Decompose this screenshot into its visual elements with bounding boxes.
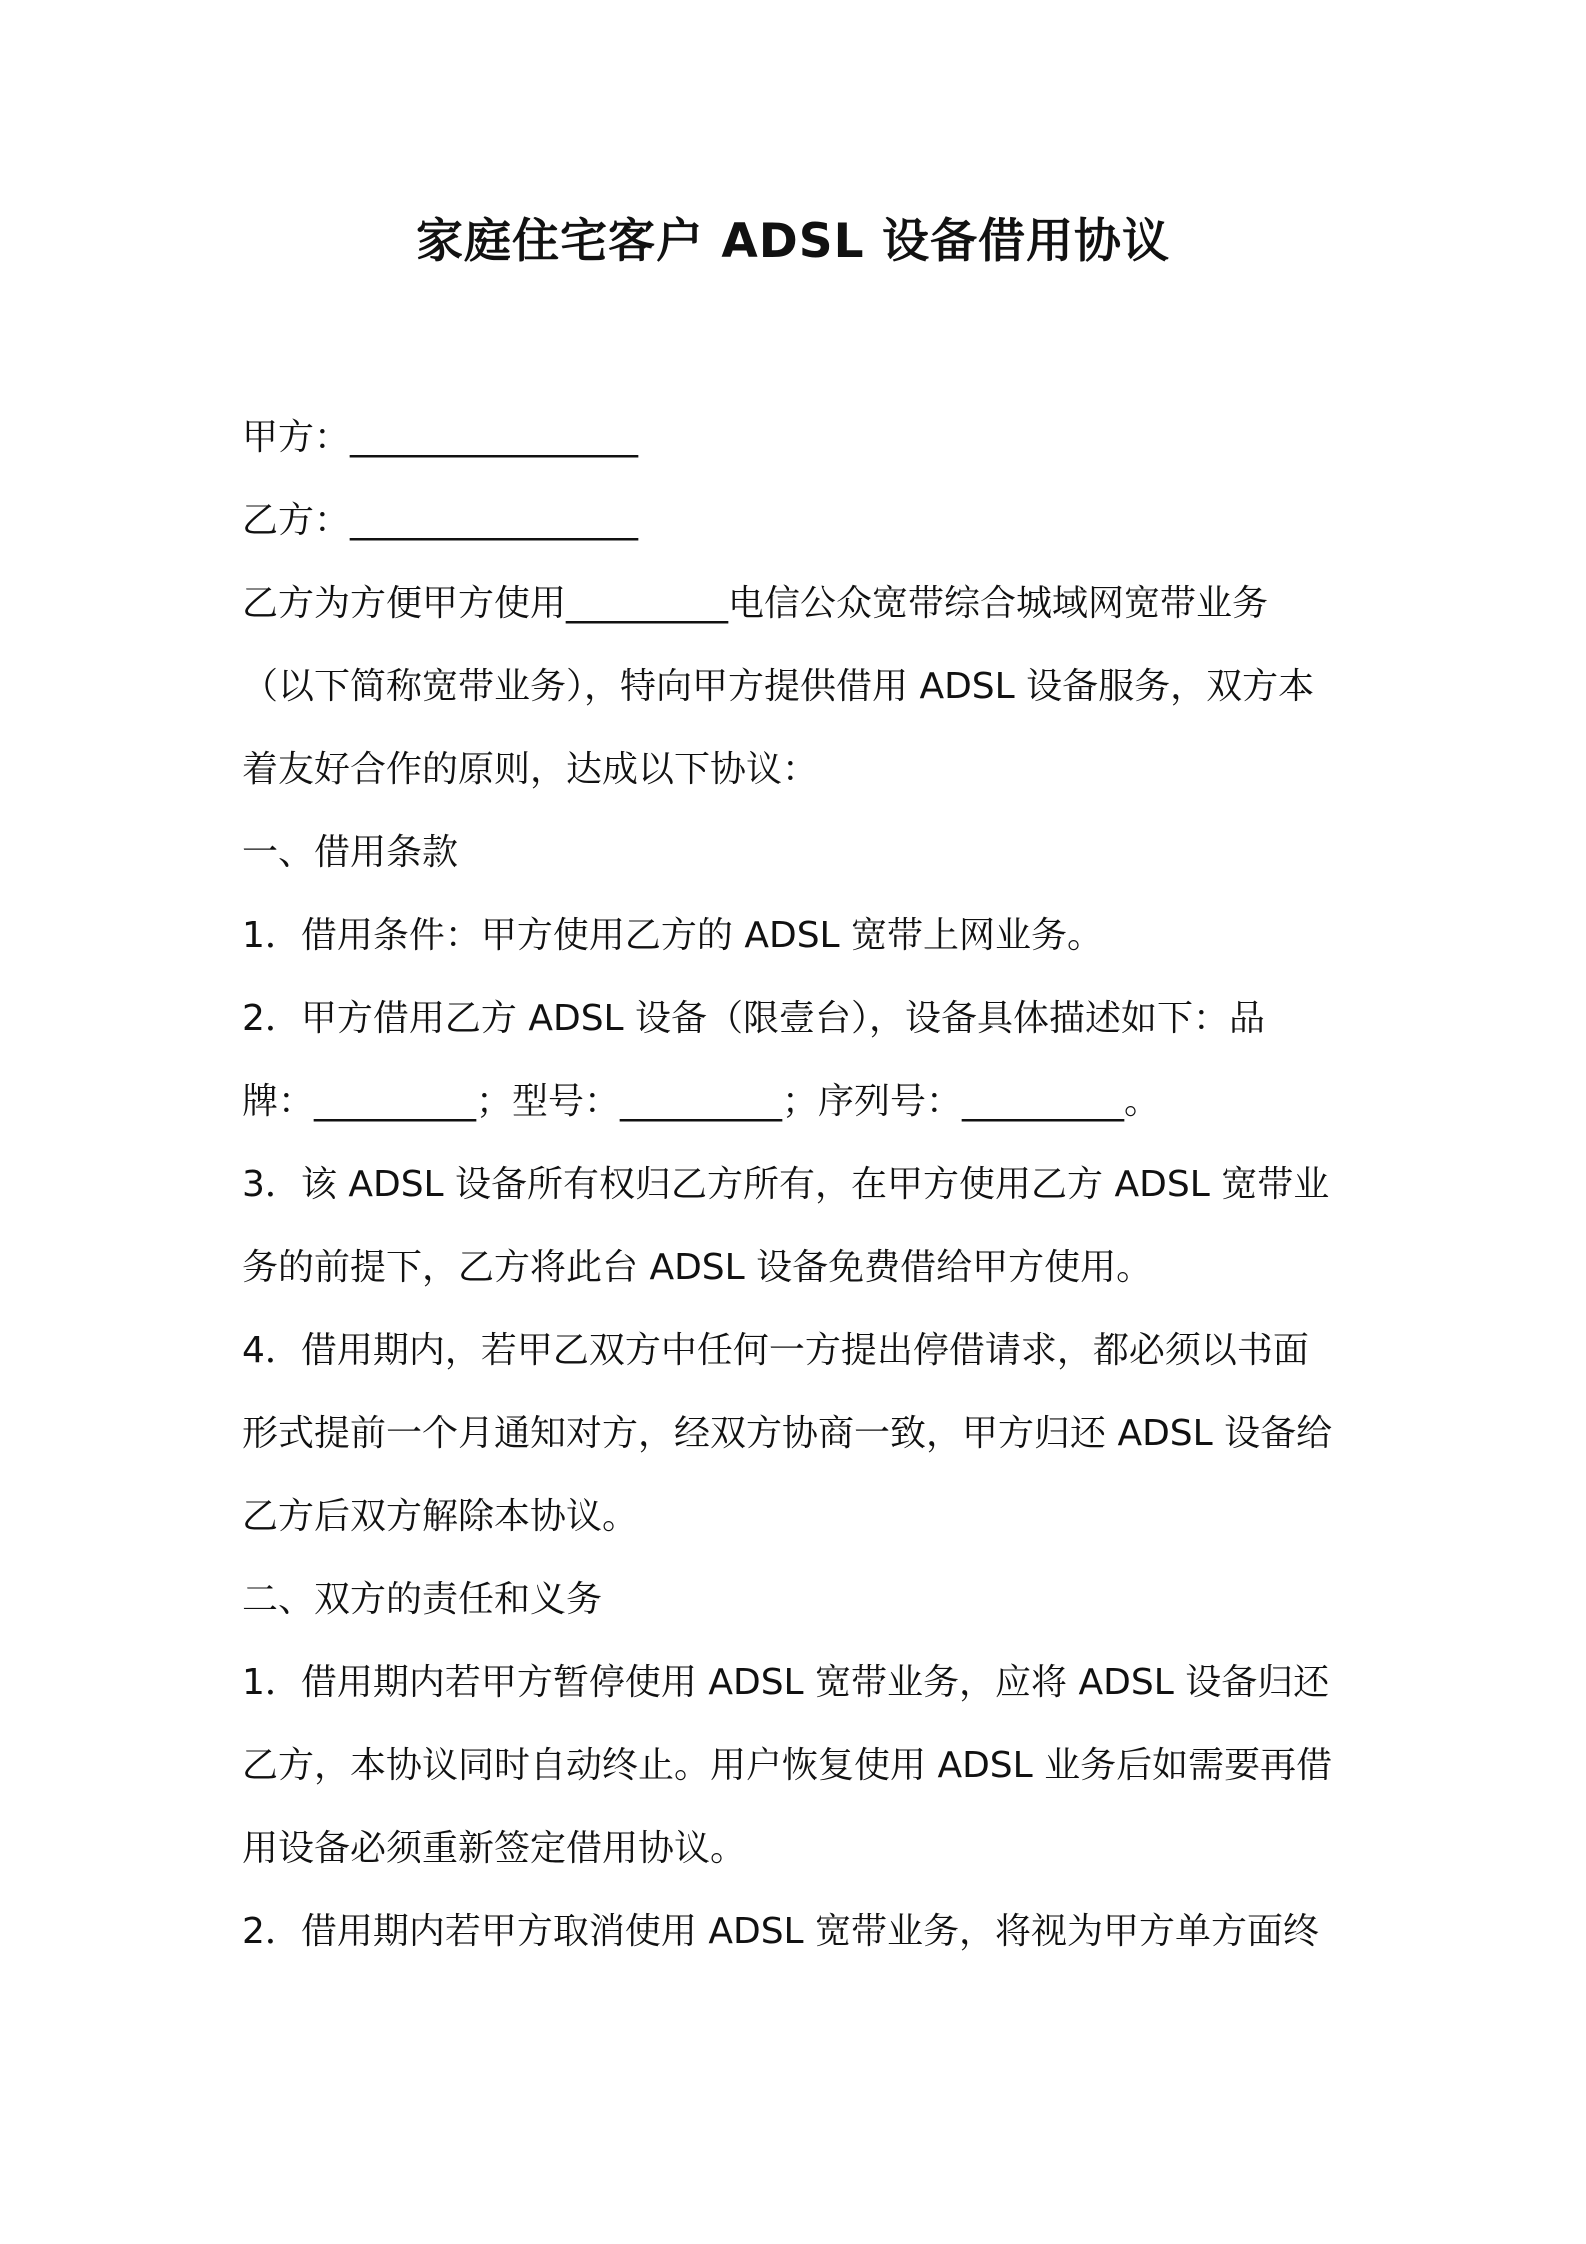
intro-line-1: 乙方为方便甲方使用_________电信公众宽带综合城域网宽带业务 [242,583,1269,624]
section-2-clause-2-line-1: 2．借用期内若甲方取消使用 ADSL 宽带业务，将视为甲方单方面终 [242,1911,1320,1952]
section-1-clause-2-line-1: 2．甲方借用乙方 ADSL 设备（限壹台），设备具体描述如下：品 [242,998,1266,1039]
section-1-heading: 一、借用条款 [242,832,459,873]
document-title: 家庭住宅客户 ADSL 设备借用协议 [416,214,1170,269]
section-2-clause-1-line-2: 乙方，本协议同时自动终止。用户恢复使用 ADSL 业务后如需要再借 [242,1745,1333,1786]
section-1-clause-3-line-2: 务的前提下，乙方将此台 ADSL 设备免费借给甲方使用。 [242,1247,1153,1288]
intro-line-2: （以下简称宽带业务），特向甲方提供借用 ADSL 设备服务，双方本 [242,666,1315,707]
section-2-clause-1-line-1: 1．借用期内若甲方暂停使用 ADSL 宽带业务，应将 ADSL 设备归还 [242,1662,1330,1703]
section-1-clause-4-line-1: 4．借用期内，若甲乙双方中任何一方提出停借请求，都必须以书面 [242,1330,1309,1371]
intro-line-3: 着友好合作的原则，达成以下协议： [242,749,819,790]
section-2-heading: 二、双方的责任和义务 [242,1579,603,1620]
section-1-clause-4-line-3: 乙方后双方解除本协议。 [242,1496,639,1537]
section-1-clause-2-line-2: 牌：_________；型号：_________；序列号：_________。 [242,1081,1161,1122]
party-b-line: 乙方：________________ [242,500,639,541]
section-1-clause-4-line-2: 形式提前一个月通知对方，经双方协商一致，甲方归还 ADSL 设备给 [242,1413,1333,1454]
section-1-clause-3-line-1: 3．该 ADSL 设备所有权归乙方所有，在甲方使用乙方 ADSL 宽带业 [242,1164,1330,1205]
section-1-clause-1-line-1: 1．借用条件：甲方使用乙方的 ADSL 宽带上网业务。 [242,915,1104,956]
party-a-line: 甲方：________________ [242,417,639,458]
section-2-clause-1-line-3: 用设备必须重新签定借用协议。 [242,1828,747,1869]
